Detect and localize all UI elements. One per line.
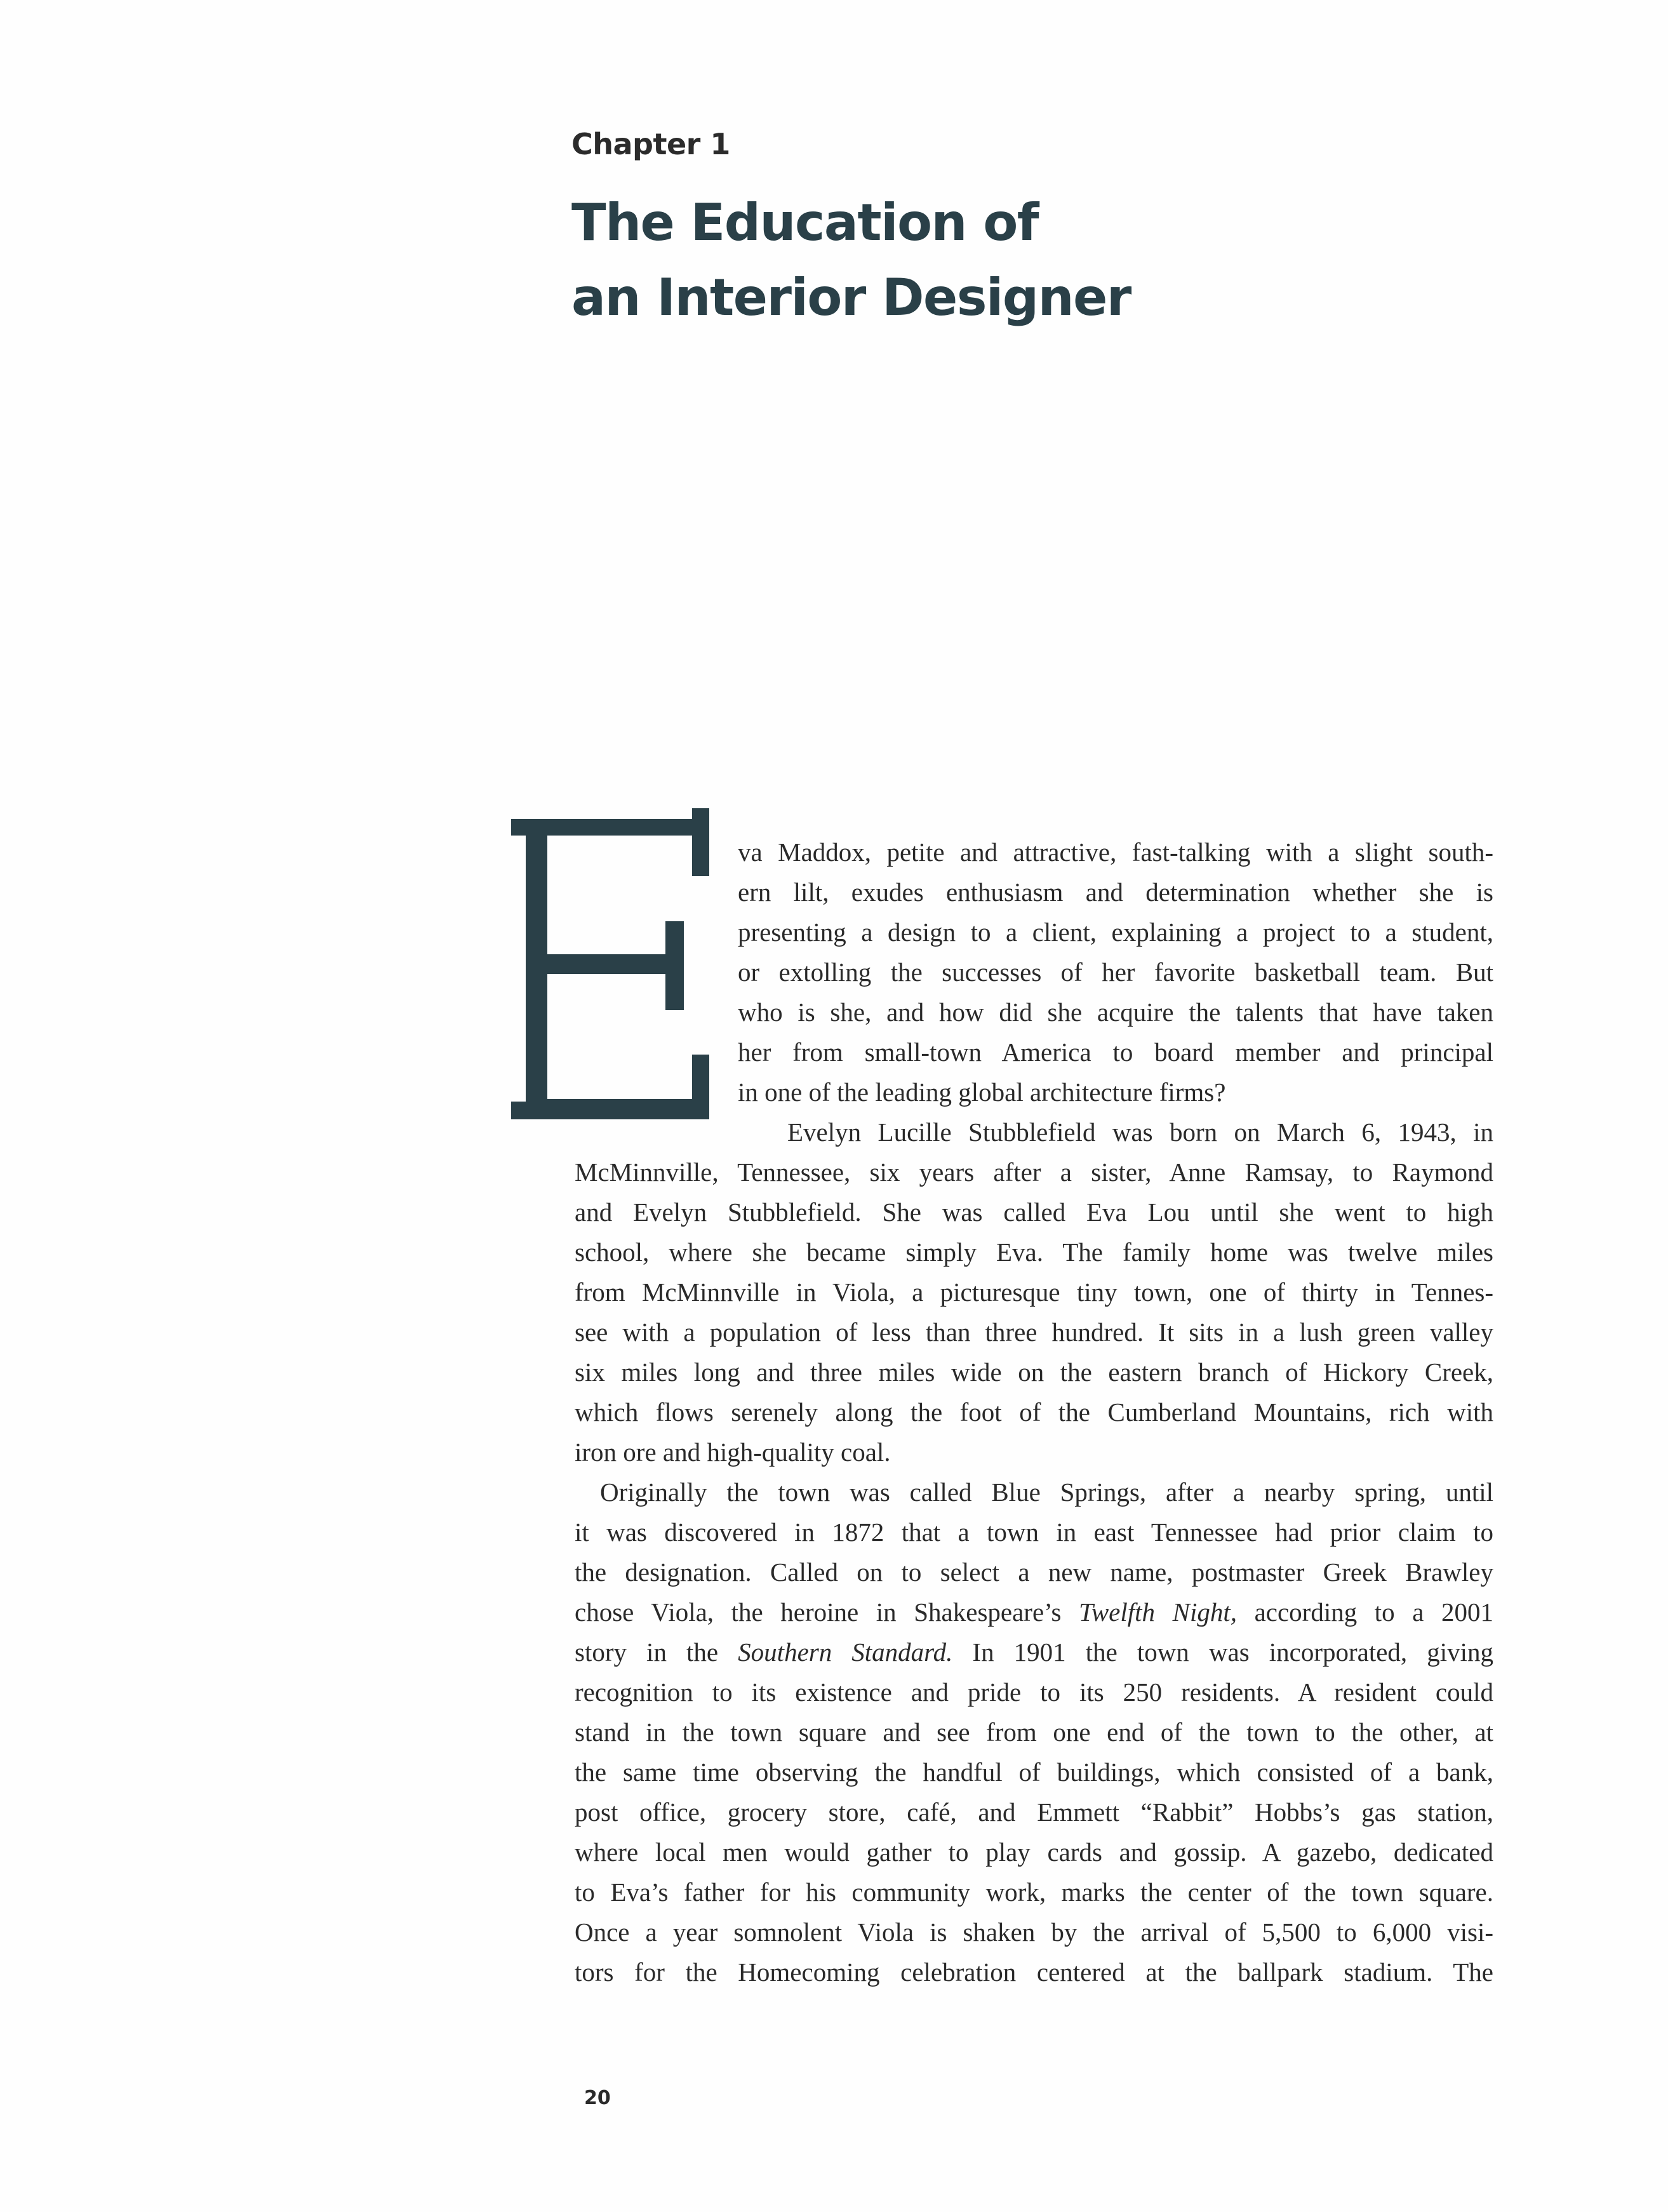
chapter-title-line-1: The Education of [571,193,1039,252]
italic-title-twelfth-night: Twelfth Night, [1079,1597,1237,1627]
text-line: McMinnville, Tennessee, six years after a sister, Anne Ramsay, to Raymond [575,1157,1493,1187]
text-line: who is she, and how did she acquire the talents that have taken [738,997,1493,1027]
text-line: and Evelyn Stubblefield. She was called Eva Lou until she went to high [575,1197,1493,1227]
text-line: ern lilt, exudes enthusiasm and determination whether she is [738,877,1493,907]
text-line: six miles long and three miles wide on the eastern branch of Hickory Creek, [575,1357,1493,1387]
text-line: Originally the town was called Blue Springs, after a nearby spring, until [600,1477,1493,1507]
chapter-label: Chapter 1 [571,127,730,161]
text-run: according to a 2001 [1237,1597,1493,1627]
text-line: the same time observing the handful of buildings, which consisted of a bank, [575,1757,1493,1787]
italic-title-southern-standard: Southern Standard. [738,1637,953,1667]
text-line: recognition to its existence and pride to its 250 residents. A resident could [575,1677,1493,1707]
page-number: 20 [584,2087,611,2109]
text-line: or extolling the successes of her favorite basketball team. But [738,957,1493,987]
text-line: iron ore and high-quality coal. [575,1437,891,1467]
text-line: va Maddox, petite and attractive, fast-talking with a slight south- [738,837,1493,867]
text-line: Once a year somnolent Viola is shaken by the arrival of 5,500 to 6,000 visi- [575,1917,1493,1947]
text-line: in one of the leading global architecture firms? [738,1077,1226,1107]
text-line: school, where she became simply Eva. The family home was twelve miles [575,1237,1493,1267]
text-line: the designation. Called on to select a new name, postmaster Greek Brawley [575,1557,1493,1587]
text-line: to Eva’s father for his community work, marks the center of the town square. [575,1877,1493,1907]
text-line: presenting a design to a client, explaining a project to a student, [738,917,1493,947]
text-line: post office, grocery store, café, and Emmett “Rabbit” Hobbs’s gas station, [575,1797,1493,1827]
text-line: stand in the town square and see from one end of the town to the other, at [575,1717,1493,1747]
text-line: her from small-town America to board member and principal [738,1037,1493,1067]
chapter-title-line-2: an Interior Designer [571,268,1131,327]
text-line: where local men would gather to play cards and gossip. A gazebo, dedicated [575,1837,1493,1867]
text-line: tors for the Homecoming celebration centered at the ballpark stadium. The [575,1957,1493,1987]
text-line: see with a population of less than three hundred. It sits in a lush green valley [575,1317,1493,1347]
text-run: story in the [575,1637,738,1667]
text-line-with-italic [575,1592,1493,1632]
text-run: In 1901 the town was incorporated, giving [952,1637,1494,1667]
text-line: from McMinnville in Viola, a picturesque tiny town, one of thirty in Tennes- [575,1277,1493,1307]
text-line: Evelyn Lucille Stubblefield was born on March 6, 1943, in [787,1117,1493,1147]
text-run: chose Viola, the heroine in Shakespeare’s [575,1597,1079,1627]
text-line: it was discovered in 1872 that a town in east Tennessee had prior claim to [575,1517,1493,1547]
text-line-with-italic [575,1632,1493,1672]
text-line: which flows serenely along the foot of the Cumberland Mountains, rich with [575,1397,1493,1427]
